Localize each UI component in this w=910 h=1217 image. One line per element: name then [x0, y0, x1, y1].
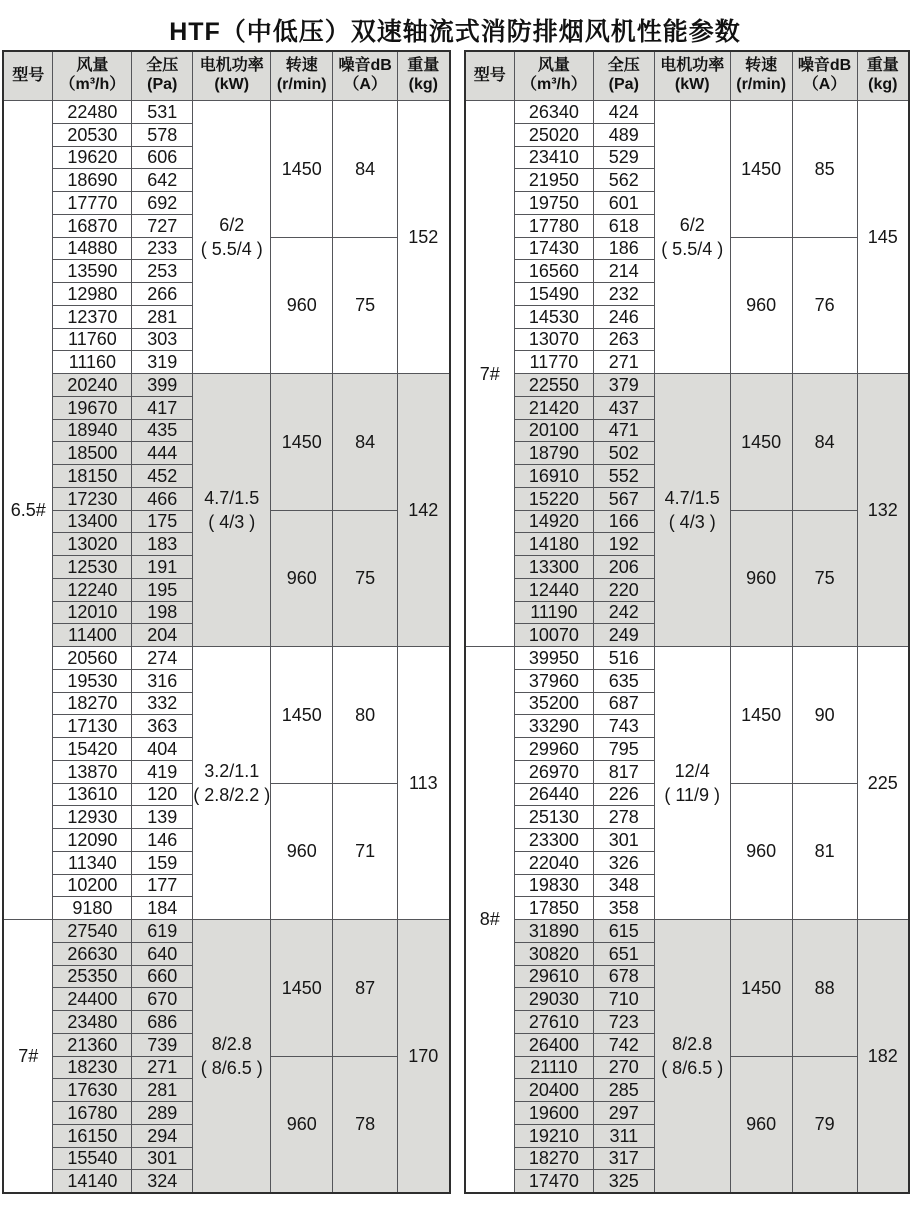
flow-cell: 17470: [514, 1170, 593, 1193]
column-header-noise: 噪音dB （A）: [333, 51, 398, 101]
pressure-cell: 177: [132, 874, 193, 897]
flow-cell: 18500: [53, 442, 132, 465]
speed-cell: 960: [271, 510, 333, 647]
flow-cell: 19210: [514, 1124, 593, 1147]
pressure-cell: 606: [132, 146, 193, 169]
flow-cell: 19670: [53, 396, 132, 419]
speed-cell: 960: [271, 237, 333, 374]
flow-cell: 20240: [53, 374, 132, 397]
pressure-cell: 739: [132, 1033, 193, 1056]
column-header-speed: 转速 (r/min): [730, 51, 792, 101]
noise-cell: 84: [333, 101, 398, 238]
pressure-cell: 686: [132, 1011, 193, 1034]
pressure-cell: 601: [593, 192, 654, 215]
flow-cell: 31890: [514, 920, 593, 943]
power-cell: 12/4 ( 11/9 ): [654, 647, 730, 920]
flow-cell: 19600: [514, 1102, 593, 1125]
flow-cell: 27610: [514, 1011, 593, 1034]
pressure-cell: 727: [132, 214, 193, 237]
table-row: [3, 101, 450, 124]
pressure-cell: 311: [593, 1124, 654, 1147]
weight-cell: 142: [398, 374, 450, 647]
table-row: [3, 920, 450, 943]
flow-cell: 12370: [53, 305, 132, 328]
pressure-cell: 640: [132, 942, 193, 965]
flow-cell: 18150: [53, 465, 132, 488]
column-header-model: 型号: [465, 51, 515, 101]
flow-cell: 12980: [53, 283, 132, 306]
flow-cell: 17850: [514, 897, 593, 920]
pressure-cell: 404: [132, 738, 193, 761]
pressure-cell: 723: [593, 1011, 654, 1034]
flow-cell: 13870: [53, 760, 132, 783]
flow-cell: 13300: [514, 556, 593, 579]
pressure-cell: 615: [593, 920, 654, 943]
flow-cell: 15420: [53, 738, 132, 761]
pressure-cell: 437: [593, 396, 654, 419]
pressure-cell: 226: [593, 783, 654, 806]
noise-cell: 80: [333, 647, 398, 784]
pressure-cell: 348: [593, 874, 654, 897]
flow-cell: 12930: [53, 806, 132, 829]
power-cell: 6/2 ( 5.5/4 ): [193, 101, 271, 374]
flow-cell: 10070: [514, 624, 593, 647]
column-header-model: 型号: [3, 51, 53, 101]
power-cell: 4.7/1.5 ( 4/3 ): [193, 374, 271, 647]
pressure-cell: 183: [132, 533, 193, 556]
pressure-cell: 175: [132, 510, 193, 533]
pressure-cell: 417: [132, 396, 193, 419]
model-cell: 7#: [3, 920, 53, 1193]
flow-cell: 11190: [514, 601, 593, 624]
speed-cell: 1450: [730, 920, 792, 1057]
pressure-cell: 642: [132, 169, 193, 192]
noise-cell: 75: [333, 237, 398, 374]
flow-cell: 9180: [53, 897, 132, 920]
pressure-cell: 379: [593, 374, 654, 397]
column-header-pressure: 全压 (Pa): [132, 51, 193, 101]
flow-cell: 21950: [514, 169, 593, 192]
flow-cell: 16870: [53, 214, 132, 237]
power-cell: 6/2 ( 5.5/4 ): [654, 101, 730, 374]
flow-cell: 19530: [53, 669, 132, 692]
column-header-speed: 转速 (r/min): [271, 51, 333, 101]
pressure-cell: 206: [593, 556, 654, 579]
pressure-cell: 139: [132, 806, 193, 829]
flow-cell: 25020: [514, 123, 593, 146]
speed-cell: 1450: [271, 647, 333, 784]
flow-cell: 23300: [514, 829, 593, 852]
flow-cell: 18230: [53, 1056, 132, 1079]
pressure-cell: 271: [593, 351, 654, 374]
pressure-cell: 274: [132, 647, 193, 670]
flow-cell: 14140: [53, 1170, 132, 1193]
weight-cell: 152: [398, 101, 450, 374]
table-row: [465, 101, 909, 124]
flow-cell: 20100: [514, 419, 593, 442]
pressure-cell: 419: [132, 760, 193, 783]
pressure-cell: 332: [132, 692, 193, 715]
pressure-cell: 281: [132, 305, 193, 328]
pressure-cell: 619: [132, 920, 193, 943]
flow-cell: 22480: [53, 101, 132, 124]
pressure-cell: 301: [593, 829, 654, 852]
pressure-cell: 710: [593, 988, 654, 1011]
flow-cell: 17430: [514, 237, 593, 260]
pressure-cell: 325: [593, 1170, 654, 1193]
flow-cell: 12010: [53, 601, 132, 624]
pressure-cell: 562: [593, 169, 654, 192]
flow-cell: 22040: [514, 851, 593, 874]
pressure-cell: 502: [593, 442, 654, 465]
noise-cell: 85: [792, 101, 857, 238]
flow-cell: 26440: [514, 783, 593, 806]
flow-cell: 13070: [514, 328, 593, 351]
weight-cell: 113: [398, 647, 450, 920]
pressure-cell: 489: [593, 123, 654, 146]
speed-cell: 960: [730, 783, 792, 920]
flow-cell: 35200: [514, 692, 593, 715]
flow-cell: 16910: [514, 465, 593, 488]
noise-cell: 76: [792, 237, 857, 374]
pressure-cell: 531: [132, 101, 193, 124]
flow-cell: 12240: [53, 578, 132, 601]
pressure-cell: 266: [132, 283, 193, 306]
noise-cell: 75: [792, 510, 857, 647]
column-header-flow: 风量 （m³/h）: [53, 51, 132, 101]
flow-cell: 26630: [53, 942, 132, 965]
pressure-cell: 278: [593, 806, 654, 829]
noise-cell: 71: [333, 783, 398, 920]
pressure-cell: 195: [132, 578, 193, 601]
pressure-cell: 529: [593, 146, 654, 169]
flow-cell: 22550: [514, 374, 593, 397]
pressure-cell: 271: [132, 1056, 193, 1079]
pressure-cell: 552: [593, 465, 654, 488]
flow-cell: 11760: [53, 328, 132, 351]
speed-cell: 1450: [730, 374, 792, 511]
pressure-cell: 516: [593, 647, 654, 670]
speed-cell: 1450: [730, 101, 792, 238]
flow-cell: 19750: [514, 192, 593, 215]
flow-cell: 26970: [514, 760, 593, 783]
flow-cell: 12530: [53, 556, 132, 579]
pressure-cell: 795: [593, 738, 654, 761]
flow-cell: 21110: [514, 1056, 593, 1079]
model-cell: 6.5#: [3, 101, 53, 920]
power-cell: 8/2.8 ( 8/6.5 ): [193, 920, 271, 1193]
flow-cell: 13020: [53, 533, 132, 556]
pressure-cell: 270: [593, 1056, 654, 1079]
pressure-cell: 220: [593, 578, 654, 601]
pressure-cell: 743: [593, 715, 654, 738]
flow-cell: 25130: [514, 806, 593, 829]
pressure-cell: 233: [132, 237, 193, 260]
pressure-cell: 567: [593, 487, 654, 510]
flow-cell: 11340: [53, 851, 132, 874]
flow-cell: 15220: [514, 487, 593, 510]
pressure-cell: 651: [593, 942, 654, 965]
noise-cell: 87: [333, 920, 398, 1057]
pressure-cell: 249: [593, 624, 654, 647]
flow-cell: 16780: [53, 1102, 132, 1125]
weight-cell: 132: [857, 374, 909, 647]
pressure-cell: 363: [132, 715, 193, 738]
weight-cell: 170: [398, 920, 450, 1193]
flow-cell: 19620: [53, 146, 132, 169]
flow-cell: 20530: [53, 123, 132, 146]
pressure-cell: 435: [132, 419, 193, 442]
flow-cell: 21360: [53, 1033, 132, 1056]
flow-cell: 17780: [514, 214, 593, 237]
power-cell: 8/2.8 ( 8/6.5 ): [654, 920, 730, 1193]
flow-cell: 17130: [53, 715, 132, 738]
speed-cell: 1450: [730, 647, 792, 784]
flow-cell: 18790: [514, 442, 593, 465]
pressure-cell: 186: [593, 237, 654, 260]
flow-cell: 12090: [53, 829, 132, 852]
pressure-cell: 358: [593, 897, 654, 920]
flow-cell: 20560: [53, 647, 132, 670]
pressure-cell: 263: [593, 328, 654, 351]
flow-cell: 29030: [514, 988, 593, 1011]
column-header-weight: 重量 (kg): [857, 51, 909, 101]
pressure-cell: 159: [132, 851, 193, 874]
noise-cell: 88: [792, 920, 857, 1057]
flow-cell: 20400: [514, 1079, 593, 1102]
flow-cell: 17630: [53, 1079, 132, 1102]
pressure-cell: 198: [132, 601, 193, 624]
flow-cell: 16560: [514, 260, 593, 283]
fan-performance-table-left: [2, 50, 451, 1194]
pressure-cell: 678: [593, 965, 654, 988]
flow-cell: 37960: [514, 669, 593, 692]
flow-cell: 17230: [53, 487, 132, 510]
flow-cell: 25350: [53, 965, 132, 988]
flow-cell: 18270: [53, 692, 132, 715]
noise-cell: 84: [792, 374, 857, 511]
pressure-cell: 294: [132, 1124, 193, 1147]
flow-cell: 18940: [53, 419, 132, 442]
pressure-cell: 281: [132, 1079, 193, 1102]
noise-cell: 78: [333, 1056, 398, 1193]
flow-cell: 23480: [53, 1011, 132, 1034]
pressure-cell: 184: [132, 897, 193, 920]
power-cell: 4.7/1.5 ( 4/3 ): [654, 374, 730, 647]
pressure-cell: 660: [132, 965, 193, 988]
speed-cell: 960: [730, 237, 792, 374]
pressure-cell: 120: [132, 783, 193, 806]
speed-cell: 1450: [271, 374, 333, 511]
flow-cell: 26340: [514, 101, 593, 124]
table-row: [465, 374, 909, 397]
speed-cell: 1450: [271, 101, 333, 238]
tables-container: [2, 50, 910, 1194]
column-header-noise: 噪音dB （A）: [792, 51, 857, 101]
pressure-cell: 452: [132, 465, 193, 488]
pressure-cell: 253: [132, 260, 193, 283]
flow-cell: 16150: [53, 1124, 132, 1147]
speed-cell: 960: [730, 510, 792, 647]
model-cell: 8#: [465, 647, 515, 1193]
flow-cell: 14920: [514, 510, 593, 533]
flow-cell: 26400: [514, 1033, 593, 1056]
pressure-cell: 399: [132, 374, 193, 397]
weight-cell: 145: [857, 101, 909, 374]
pressure-cell: 319: [132, 351, 193, 374]
flow-cell: 27540: [53, 920, 132, 943]
pressure-cell: 635: [593, 669, 654, 692]
pressure-cell: 324: [132, 1170, 193, 1193]
pressure-cell: 214: [593, 260, 654, 283]
pressure-cell: 326: [593, 851, 654, 874]
column-header-weight: 重量 (kg): [398, 51, 450, 101]
pressure-cell: 232: [593, 283, 654, 306]
page-title: HTF（中低压）双速轴流式消防排烟风机性能参数: [169, 18, 741, 46]
flow-cell: 24400: [53, 988, 132, 1011]
flow-cell: 23410: [514, 146, 593, 169]
flow-cell: 14880: [53, 237, 132, 260]
noise-cell: 79: [792, 1056, 857, 1193]
pressure-cell: 166: [593, 510, 654, 533]
flow-cell: 21420: [514, 396, 593, 419]
pressure-cell: 618: [593, 214, 654, 237]
flow-cell: 19830: [514, 874, 593, 897]
pressure-cell: 692: [132, 192, 193, 215]
pressure-cell: 670: [132, 988, 193, 1011]
flow-cell: 30820: [514, 942, 593, 965]
noise-cell: 90: [792, 647, 857, 784]
flow-cell: 18270: [514, 1147, 593, 1170]
flow-cell: 11160: [53, 351, 132, 374]
column-header-pressure: 全压 (Pa): [593, 51, 654, 101]
speed-cell: 960: [730, 1056, 792, 1193]
pressure-cell: 578: [132, 123, 193, 146]
noise-cell: 84: [333, 374, 398, 511]
flow-cell: 15540: [53, 1147, 132, 1170]
flow-cell: 14530: [514, 305, 593, 328]
pressure-cell: 297: [593, 1102, 654, 1125]
pressure-cell: 204: [132, 624, 193, 647]
noise-cell: 81: [792, 783, 857, 920]
flow-cell: 29610: [514, 965, 593, 988]
flow-cell: 10200: [53, 874, 132, 897]
flow-cell: 14180: [514, 533, 593, 556]
column-header-power: 电机功率 (kW): [654, 51, 730, 101]
pressure-cell: 466: [132, 487, 193, 510]
column-header-power: 电机功率 (kW): [193, 51, 271, 101]
pressure-cell: 246: [593, 305, 654, 328]
flow-cell: 13400: [53, 510, 132, 533]
fan-performance-table-right: [464, 50, 910, 1194]
flow-cell: 11770: [514, 351, 593, 374]
noise-cell: 75: [333, 510, 398, 647]
table-row: [465, 647, 909, 670]
pressure-cell: 301: [132, 1147, 193, 1170]
speed-cell: 960: [271, 783, 333, 920]
speed-cell: 960: [271, 1056, 333, 1193]
weight-cell: 225: [857, 647, 909, 920]
table-row: [465, 920, 909, 943]
flow-cell: 13610: [53, 783, 132, 806]
pressure-cell: 817: [593, 760, 654, 783]
table-row: [3, 374, 450, 397]
flow-cell: 33290: [514, 715, 593, 738]
pressure-cell: 192: [593, 533, 654, 556]
pressure-cell: 242: [593, 601, 654, 624]
model-cell: 7#: [465, 101, 515, 647]
pressure-cell: 289: [132, 1102, 193, 1125]
power-cell: 3.2/1.1 ( 2.8/2.2 ): [193, 647, 271, 920]
pressure-cell: 146: [132, 829, 193, 852]
flow-cell: 29960: [514, 738, 593, 761]
pressure-cell: 424: [593, 101, 654, 124]
flow-cell: 15490: [514, 283, 593, 306]
pressure-cell: 303: [132, 328, 193, 351]
flow-cell: 11400: [53, 624, 132, 647]
speed-cell: 1450: [271, 920, 333, 1057]
column-header-flow: 风量 （m³/h）: [514, 51, 593, 101]
pressure-cell: 317: [593, 1147, 654, 1170]
pressure-cell: 191: [132, 556, 193, 579]
flow-cell: 13590: [53, 260, 132, 283]
flow-cell: 39950: [514, 647, 593, 670]
flow-cell: 12440: [514, 578, 593, 601]
pressure-cell: 444: [132, 442, 193, 465]
table-row: [3, 647, 450, 670]
flow-cell: 17770: [53, 192, 132, 215]
pressure-cell: 687: [593, 692, 654, 715]
weight-cell: 182: [857, 920, 909, 1193]
pressure-cell: 471: [593, 419, 654, 442]
pressure-cell: 742: [593, 1033, 654, 1056]
pressure-cell: 285: [593, 1079, 654, 1102]
pressure-cell: 316: [132, 669, 193, 692]
flow-cell: 18690: [53, 169, 132, 192]
